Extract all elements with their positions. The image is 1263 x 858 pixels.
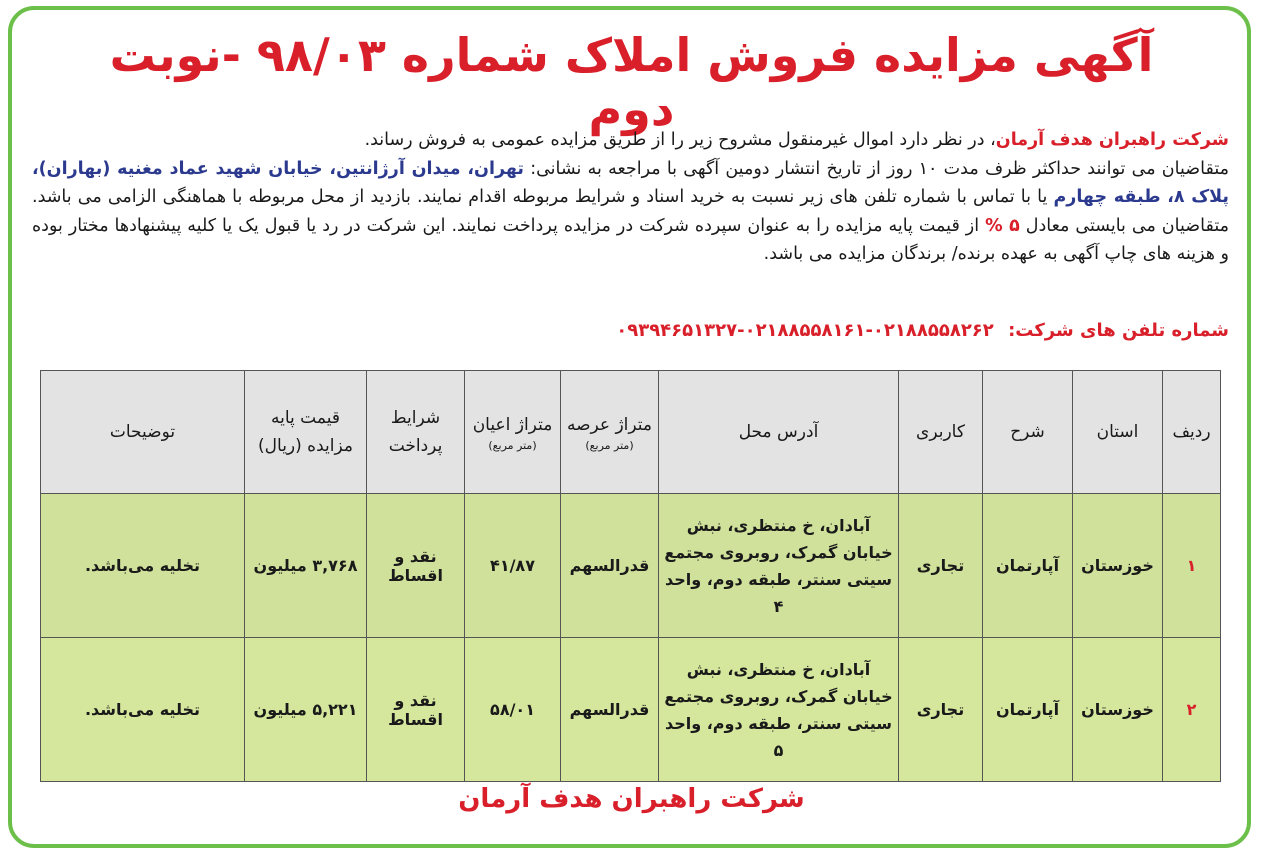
row-province: خوزستان [1073, 494, 1163, 638]
row-usage: تجاری [899, 494, 983, 638]
header-payment-terms: شرایط پرداخت [367, 371, 465, 494]
phone-numbers: ۰۲۱۸۸۵۵۸۲۶۲-۰۲۱۸۸۵۵۸۱۶۱-۰۹۳۹۴۶۵۱۳۲۷ [616, 320, 994, 341]
intro-line-2: متقاضیان می توانند حداکثر ظرف مدت ۱۰ روز از تاریخ انتشار دومین آگهی با مراجعه به نشانی: [523, 158, 1229, 179]
row-number: ۱ [1163, 494, 1221, 638]
property-table [40, 370, 1221, 782]
header-usage: کاربری [899, 371, 983, 494]
header-land-area [561, 371, 659, 494]
row-building-area: ۴۱/۸۷ [465, 494, 561, 638]
row-land-area: قدرالسهم [561, 494, 659, 638]
header-description: شرح [983, 371, 1073, 494]
header-row-number: ردیف [1163, 371, 1221, 494]
row-building-area: ۵۸/۰۱ [465, 638, 561, 782]
ad-body [32, 126, 1229, 269]
row-description: آپارتمان [983, 494, 1073, 638]
header-building-area-label: متراژ اعیان [472, 415, 553, 435]
header-land-area-unit: (متر مربع) [585, 439, 634, 452]
row-notes: تخلیه می‌باشد. [41, 638, 245, 782]
row-number: ۲ [1163, 638, 1221, 782]
row-payment-terms: نقد و اقساط [367, 494, 465, 638]
company-name: شرکت راهبران هدف آرمان [995, 130, 1229, 150]
header-notes: توضیحات [41, 371, 245, 494]
row-payment-terms: نقد و اقساط [367, 638, 465, 782]
ad-title: آگهی مزایده فروش املاک شماره ۹۸/۰۳ -نوبت دوم [109, 28, 1154, 136]
intro-line-4: از قیمت پایه مزایده را به عنوان سپرده شرکت در مزایده پرداخت نمایند. این شرکت در رد یا قبول یک یا کلیه پیشنهادها مختار بوده و هزینه های چاپ آگهی به عهده برنده/ برندگان مزایده می باشد. [32, 215, 1229, 264]
row-base-price: ۵,۲۲۱ میلیون [245, 638, 367, 782]
header-address: آدرس محل [659, 371, 899, 494]
table-row [41, 494, 1221, 638]
intro-line-1: ، در نظر دارد اموال غیرمنقول مشروح زیر را از طریق مزایده عمومی به فروش رساند. [364, 130, 996, 150]
office-address: تهران، میدان آرژانتین، خیابان شهید عماد مغنیه (بهاران)، پلاک ۸، طبقه چهارم [32, 158, 1229, 207]
row-base-price: ۳,۷۶۸ میلیون [245, 494, 367, 638]
row-land-area: قدرالسهم [561, 638, 659, 782]
row-notes: تخلیه می‌باشد. [41, 494, 245, 638]
intro-line-3: یا با تماس با شماره تلفن های زیر نسبت به خرید اسناد و شرایط مربوطه اقدام نمایند. بازدید از محل مربوطه با هماهنگی الزامی می باشد. متقاضیان می بایستی معادل [32, 187, 1229, 236]
header-building-area-unit: (متر مربع) [488, 439, 537, 452]
header-building-area [465, 371, 561, 494]
header-land-area-label: متراژ عرصه [566, 415, 653, 435]
row-address: آبادان، خ منتظری، نبش خیابان گمرک، روبروی مجتمع سیتی سنتر، طبقه دوم، واحد ۴ [659, 494, 899, 638]
deposit-percent: ۵ % [985, 215, 1020, 236]
row-description: آپارتمان [983, 638, 1073, 782]
table-row [41, 638, 1221, 782]
footer-company: شرکت راهبران هدف آرمان [458, 784, 805, 814]
table-header-row [41, 371, 1221, 494]
row-usage: تجاری [899, 638, 983, 782]
phones-line [616, 320, 1229, 341]
phones-label: شماره تلفن های شرکت: [1008, 320, 1229, 341]
header-province: استان [1073, 371, 1163, 494]
row-address: آبادان، خ منتظری، نبش خیابان گمرک، روبروی مجتمع سیتی سنتر، طبقه دوم، واحد ۵ [659, 638, 899, 782]
header-base-price: قیمت پایه مزایده (ریال) [245, 371, 367, 494]
row-province: خوزستان [1073, 638, 1163, 782]
